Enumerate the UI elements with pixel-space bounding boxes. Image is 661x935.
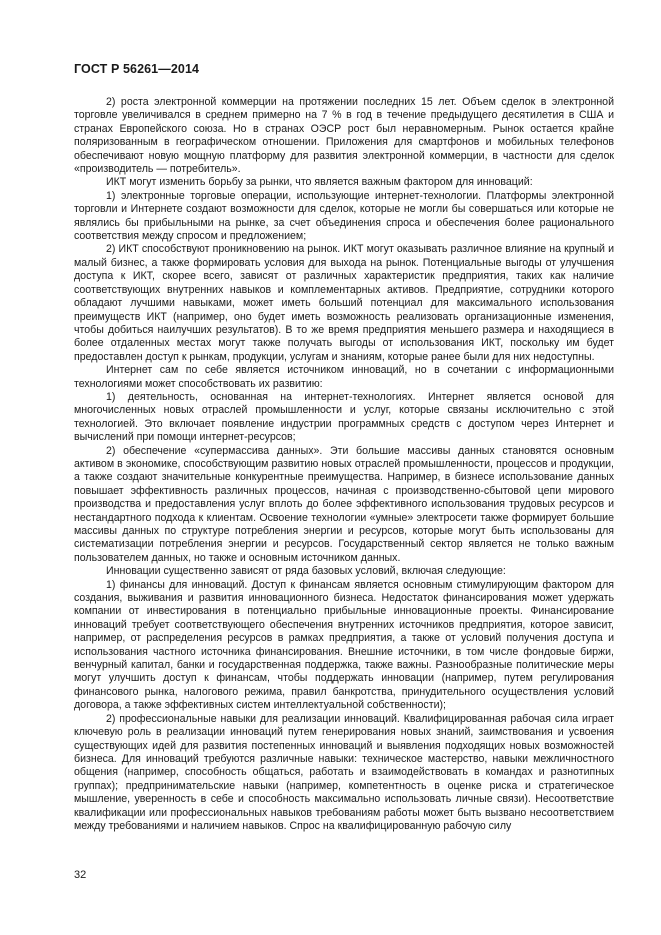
paragraph: Инновации существенно зависят от ряда базовых условий, включая следующие: xyxy=(106,565,506,578)
paragraph: Интернет сам по себе является источником инноваций, но в сочетании с информационными технологиями может способствовать их развитию: xyxy=(74,364,614,390)
standard-code-header: ГОСТ Р 56261—2014 xyxy=(74,62,200,76)
paragraph: 2) профессиональные навыки для реализации инноваций. Квалифицированная рабочая сила играет ключевую роль в реализации инноваций путем генерирования новых знаний, заимствования и усвоения существующих идей для развития постепенных инноваций и выявления подходящих новых возможностей бизнеса. Для инноваций требуются различные навыки: техническое мастерство, навыки межличностного общения (например, способность общаться, работать и взаимодействовать в командах и разнотипных группах); предпринимательские навыки (например, компетентность в оценке риска и стратегическое мышление, уверенность в себе и способность максимально использовать личные связи). Несоответствие квалификации или профессиональных навыков требованиям работы может быть вызвано несоответствием между требованиями и наличием навыков. Спрос на квалифицированную рабочую силу xyxy=(74,712,614,832)
paragraph: 1) деятельность, основанная на интернет-технологиях. Интернет является основой для многочисленных новых отраслей промышленности и услуг, которые связаны исключительно с этой технологией. Это включает появление индустрии программных средств с доступом через Интернет и вычислений при помощи интернет-ресурсов; xyxy=(74,390,614,444)
paragraph: 2) ИКТ способствуют проникновению на рынок. ИКТ могут оказывать различное влияние на крупный и малый бизнес, а также формировать условия для выхода на рынок. Потенциальные выгоды от улучшения доступа к ИКТ, скорее всего, зависят от различных характеристик предприятия, таких как наличие соответствующих внутренних навыков и комплементарных активов. Предприятие, сотрудники которого обладают лучшими навыками, может иметь больший потенциал для максимального использования преимуществ ИКТ (например, оно будет иметь возможность реализовать организационные изменения, чтобы добиться наилучших результатов). В то же время предприятия меньшего размера и находящиеся в более отдаленных местах могут также получать выгоды от использования ИКТ, поскольку им будет предоставлен доступ к рынкам, продукции, услугам и знаниям, которые ранее были для них недоступны. xyxy=(74,243,614,363)
paragraph: 2) роста электронной коммерции на протяжении последних 15 лет. Объем сделок в электронной торговле увеличивался в среднем примерно на 7 % в год в течение предыдущего десятилетия в США и странах Европейского союза. Но в странах ОЭСР рост был неравномерным. Рынок остается крайне поляризованным в географическом отношении. Приложения для смартфонов и мобильных телефонов обеспечивают новую мощную платформу для развития электронной коммерции, в частности для сделок «производитель — потребитель». xyxy=(74,96,614,176)
page-number: 32 xyxy=(74,869,87,881)
paragraph: 1) электронные торговые операции, использующие интернет-технологии. Платформы электронной торговли и Интернете создают возможности для сделок, которые не могли бы совершаться или которые не являлись бы прибыльными на рынке, за счет объединения спроса и обеспечения более рационального соответствия между спросом и предложением; xyxy=(74,189,614,243)
body-text xyxy=(74,96,614,833)
paragraph: 1) финансы для инноваций. Доступ к финансам является основным стимулирующим фактором для создания, выживания и развития инновационного бизнеса. Недостаток финансирования может удержать компании от инвестирования в потенциально прибыльные инновационные проекты. Финансирование инноваций требует соответствующего обеспечения внутренних источников предприятия, которое зависит, например, от распределения ресурсов в рамках предприятия, а также от условий получения доступа и использования частного источника финансирования. Внешние источники, в том числе фондовые биржи, венчурный капитал, банки и государственная поддержка, также важны. Разнообразные политические меры могут улучшить доступ к финансам, чтобы поддержать инновации (например, путем регулирования финансового рынка, налогового режима, правил банкротства, принудительного осуществления условий договора, а также эффективных систем интеллектуальной собственности); xyxy=(74,578,614,712)
paragraph: ИКТ могут изменить борьбу за рынки, что является важным фактором для инноваций: xyxy=(106,176,533,189)
paragraph: 2) обеспечение «супермассива данных». Эти большие массивы данных становятся основным активом в экономике, способствующим развитию новых отраслей промышленности, процессов и продукции, а также создают значительные конкурентные преимущества. Например, в бизнесе использование данных повышает эффективность различных процессов, начиная с производственно-сбытовой цепи мирового производства и предоставления услуг вплоть до более эффективного использования трудовых ресурсов и нестандартного подхода к клиентам. Освоение технологии «умные» электросети также формирует большие массивы данных по структуре потребления энергии и ресурсов, которые могут быть использованы для систематизации потребления энергии и ресурсов. Государственный сектор является не только важным пользователем данных, но также и основным источником данных. xyxy=(74,444,614,564)
